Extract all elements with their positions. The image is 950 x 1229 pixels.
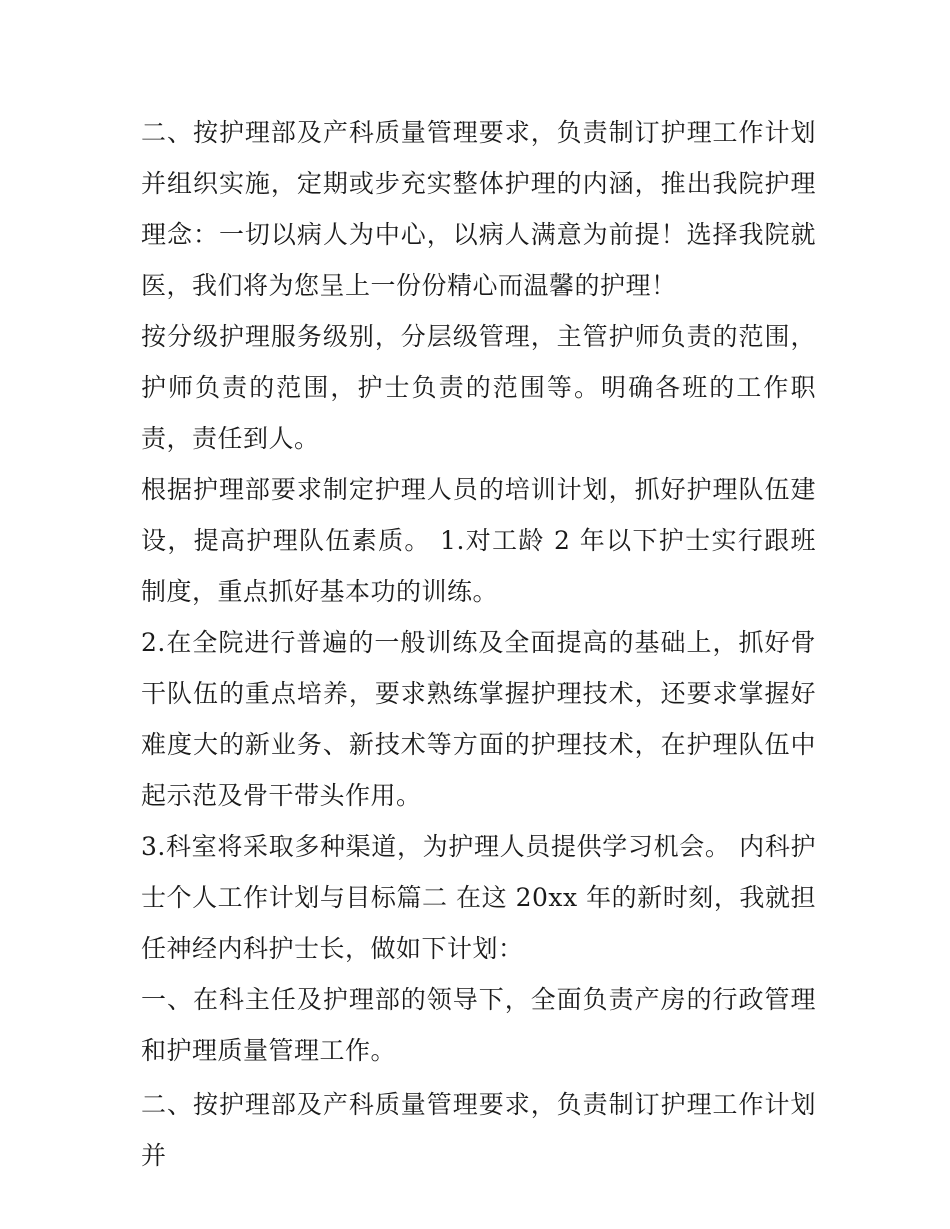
paragraph-1: 二、按护理部及产科质量管理要求，负责制订护理工作计划并组织实施，定期或步充实整体护理的内涵，推出我院护理理念：一切以病人为中心，以病人满意为前提！选择我院就医，我们将为您呈上一份份精心而温馨的护理！	[141, 118, 816, 300]
paragraph-5: 3.科室将采取多种渠道，为护理人员提供学习机会。 内科护士个人工作计划与目标篇二 在这 20xx 年的新时刻，我就担任神经内科护士长，做如下计划：	[141, 832, 816, 963]
paragraph-3: 根据护理部要求制定护理人员的培训计划，抓好护理队伍建设，提高护理队伍素质。 1.对工龄 2 年以下护士实行跟班制度，重点抓好基本功的训练。	[141, 475, 816, 606]
paragraph-7: 二、按护理部及产科质量管理要求，负责制订护理工作计划并	[141, 1090, 816, 1170]
paragraph-2: 按分级护理服务级别，分层级管理，主管护师负责的范围，护师负责的范围，护士负责的范围等。明确各班的工作职责，责任到人。	[141, 322, 816, 453]
paragraph-4: 2.在全院进行普遍的一般训练及全面提高的基础上，抓好骨干队伍的重点培养，要求熟练掌握护理技术，还要求掌握好难度大的新业务、新技术等方面的护理技术，在护理队伍中起示范及骨干带头作用。	[141, 628, 816, 810]
document-body	[141, 107, 816, 1181]
paragraph-6: 一、在科主任及护理部的领导下，全面负责产房的行政管理和护理质量管理工作。	[141, 985, 816, 1065]
